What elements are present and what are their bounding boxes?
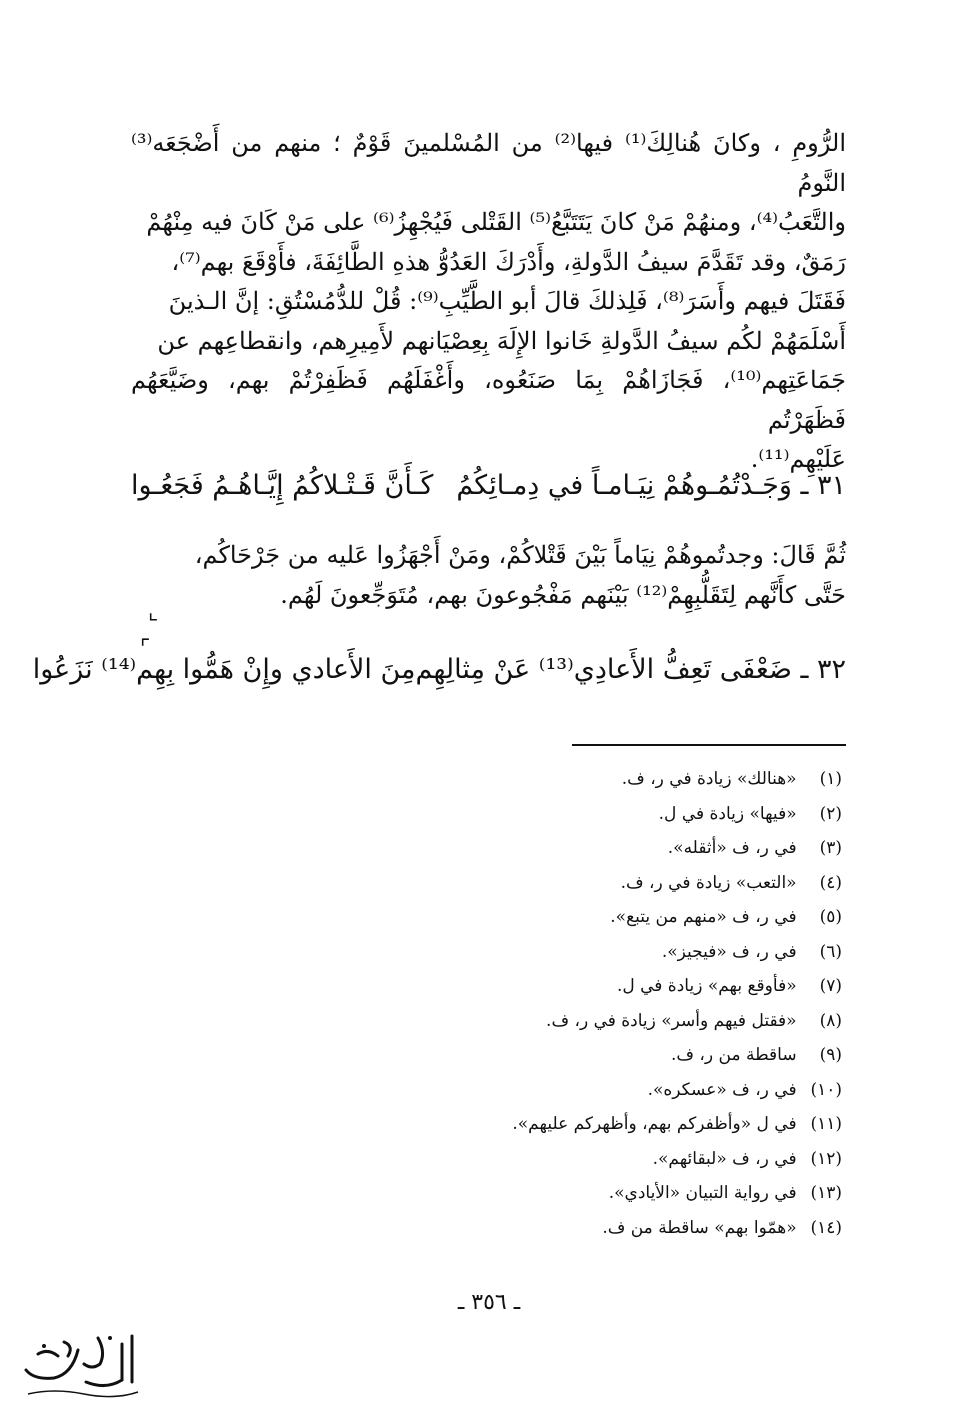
verse-32-second-hemistich: مِنَ الأَعادي وإِنْ هَمُّوا بِهِم⁽¹⁴⁾ نَزَعُوا: [32, 654, 416, 685]
footnote-item: (١٠) في ر، ف «عسكره».: [647, 1079, 842, 1100]
corner-bracket-mark: ⌜: [140, 636, 151, 661]
verse-31: [131, 466, 846, 506]
footnote-separator: [572, 744, 846, 746]
footnote-item: (٦) في ر، ف «فيجيز».: [661, 941, 842, 962]
calligraphy-stamp-logo: [14, 1330, 146, 1406]
footnote-item: (١٣) في رواية التبيان «الأيادي».: [608, 1183, 842, 1203]
footnote-item: (٣) في ر، ف «أثقله».: [667, 838, 842, 858]
verse-31-number: ٣١ ـ: [800, 470, 846, 501]
footnote-item: (٤) «التعب» زيادة في ر، ف.: [620, 872, 842, 893]
footnote-item: (٢) «فيها» زيادة في ل.: [658, 803, 842, 824]
footnote-item: (٩) ساقطة من ر، ف.: [671, 1045, 842, 1065]
page-number: ـ ٣٥٦ ـ: [457, 1290, 521, 1315]
footnote-item: (١٢) في ر، ف «لبقائهم».: [652, 1148, 842, 1169]
footnote-item: (١) «هنالك» زيادة في ر، ف.: [621, 769, 842, 789]
footnote-item: (٥) في ر، ف «منهم من يتبع».: [610, 907, 842, 927]
footnotes-list: [422, 762, 842, 1245]
footnote-item: (١٤) «همّوا بهم» ساقطة من ف.: [602, 1217, 842, 1238]
commentary-paragraph-2: ثُمَّ قَالَ: وجدتُموهُمْ نِيَاماً بَيْنَ قَتْلاكُمْ، ومَنْ أَجْهَزُوا عَليه من جَرْحَاكُم، حَتَّى كأَنَّهم لِتَقَلُّبِهِمْ⁽¹²⁾ بَيْنَهم مَفْجُوعونَ بهم، مُتَوَجِّعونَ لَهُم.: [194, 541, 846, 609]
verse-32-first-hemistich: ٣٢ ـ ضَعْفَى تَعِفُّ الأَعادِي⁽¹³⁾ عَنْ مِثالِهِم: [415, 654, 846, 685]
verse-31-first-hemistich: ٣١ ـ وَجَـدْتُمُـوهُمْ نِيَـامـاً في دِمـائِكُمُ: [456, 470, 846, 501]
commentary-paragraph-1: الرُّومِ ، وكانَ هُنالِكَ⁽¹⁾ فيها⁽²⁾ من المُسْلمينَ قَوْمٌ ؛ منهم من أَضْجَعَه⁽³⁾ النَّومُ والتَّعَبُ⁽⁴⁾، ومنهُمْ مَنْ كانَ يَتَتَبَّعُ⁽⁵⁾ القَتْلى فَيُجْهِزُ⁽⁶⁾ على مَنْ كَانَ فيه مِنْهُمْ رَمَقٌ، وقد تَقَدَّمَ سيفُ الدَّولةِ، وأَدْرَكَ العَدُوُّ هذهِ الطَّائِفَةَ، فأَوْقَعَ بهم⁽⁷⁾، فَقَتَلَ فيهم وأَسَرَ⁽⁸⁾، فَلِذلكَ قالَ أبو الطَّيِّبِ⁽⁹⁾: قُلْ للدُّمُسْتُقِ: إنَّ الـذينَ أَسْلَمَهُمْ لكُم سيفُ الدَّولةِ خَانوا الإِلَهَ بِعِصْيَانهم لأَمِيرِهم، وانقطاعِهم عن جَمَاعَتِهم⁽¹⁰⁾، فَجَازَاهُمْ بِمَا صَنَعُوه، وأَغْفَلَهُم فَظَفِرْتُمْ بهم، وضَيَّعَهُم فَظَهَرْتُم عَلَيْهِم⁽¹¹⁾.: [131, 129, 846, 473]
footnote-item: (١١) في ل «وأظفركم بهم، وأظهركم عليهم».: [512, 1114, 842, 1134]
verse-32-number: ٣٢ ـ: [800, 654, 846, 685]
footnote-item: (٨) «فقتل فيهم وأسر» زيادة في ر، ف.: [546, 1010, 842, 1031]
footnote-item: (٧) «فأوقع بهم» زيادة في ل.: [616, 976, 842, 996]
verse-31-second-hemistich: كَـأَنَّ قَـتْـلاكُمُ إِيَّـاهُـمُ فَجَعُـوا: [131, 470, 434, 501]
verse-32: [32, 650, 846, 690]
corner-bracket-mark: ⌞: [148, 600, 159, 625]
